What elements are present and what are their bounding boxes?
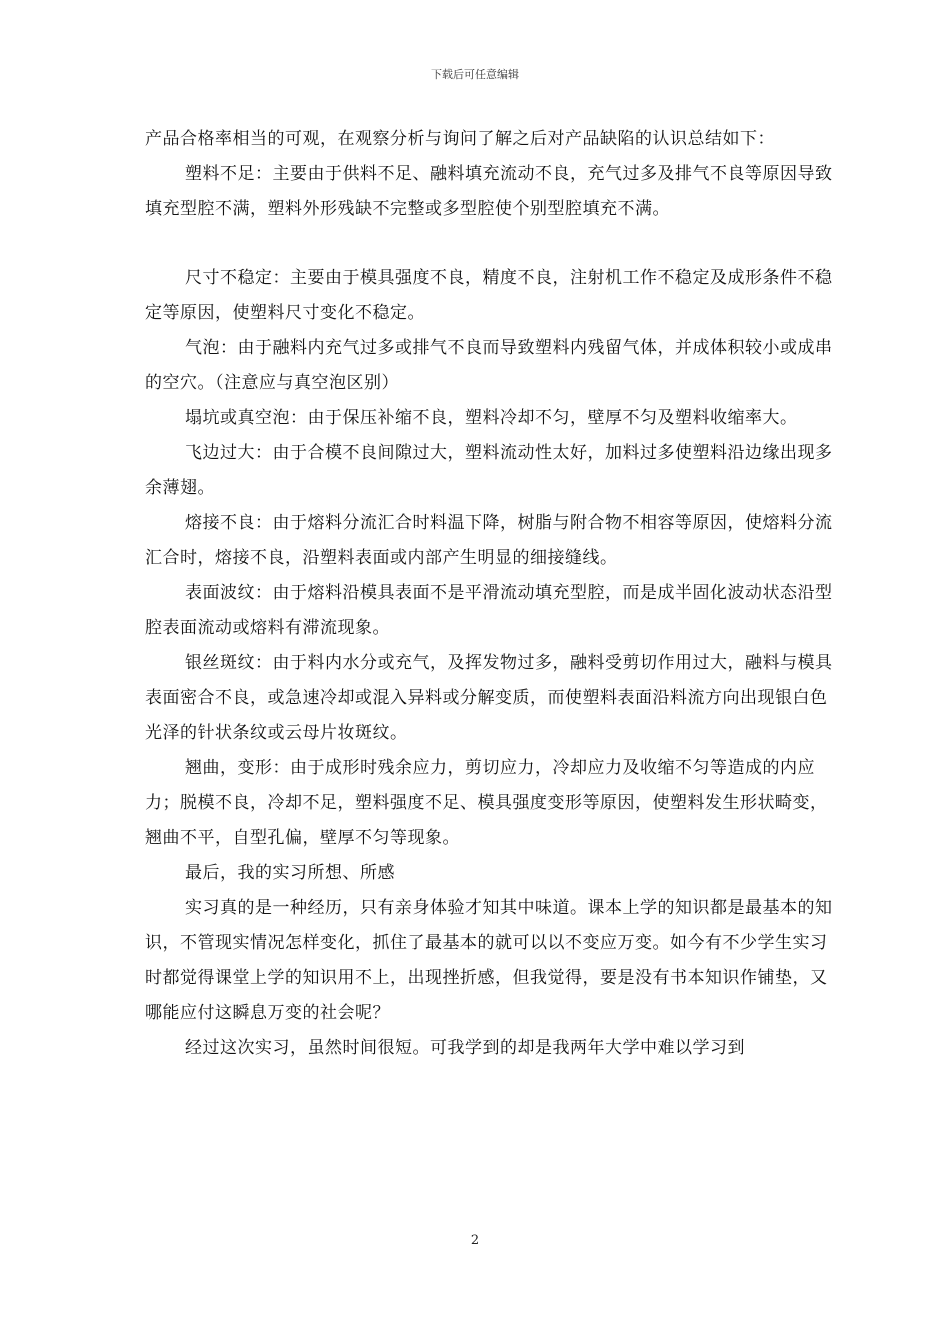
paragraph-size-instability: 尺寸不稳定：主要由于模具强度不良，精度不良，注射机工作不稳定及成形条件不稳定等原因，使塑料尺寸变化不稳定。 <box>145 268 833 323</box>
paragraph-warping: 翘曲，变形：由于成形时残余应力，剪切应力，冷却应力及收缩不匀等造成的内应力；脱模不良，冷却不足，塑料强度不足、模具强度变形等原因，使塑料发生形状畸变，翘曲不平，自型孔偏，壁厚不匀等现象。 <box>145 758 828 848</box>
paragraph-sink-marks: 塌坑或真空泡：由于保压补缩不良，塑料冷却不匀，壁厚不匀及塑料收缩率大。 <box>185 408 798 428</box>
page-number: 2 <box>470 1233 480 1248</box>
paragraph-plastic-shortage: 塑料不足：主要由于供料不足、融料填充流动不良，充气过多及排气不良等原因导致填充型腔不满，塑料外形残缺不完整或多型腔使个别型腔填充不满。 <box>145 164 833 219</box>
paragraph-conclusion: 经过这次实习，虽然时间很短。可我学到的却是我两年大学中难以学习到 <box>185 1038 745 1058</box>
page-header: 下载后可任意编辑 <box>431 68 519 81</box>
document-body <box>145 122 835 1066</box>
paragraph-reflection: 实习真的是一种经历，只有亲身体验才知其中味道。课本上学的知识都是最基本的知识，不管现实情况怎样变化，抓住了最基本的就可以以不变应万变。如今有不少学生实习时都觉得课堂上学的知识用不上，出现挫折感，但我觉得，要是没有书本知识作铺垫，又哪能应付这瞬息万变的社会呢？ <box>145 898 833 1023</box>
paragraph-final-heading: 最后，我的实习所想、所感 <box>185 863 395 883</box>
paragraph-bubbles: 气泡：由于融料内充气过多或排气不良而导致塑料内残留气体，并成体积较小或成串的空穴。（注意应与真空泡区别） <box>145 338 833 393</box>
blank-line <box>145 227 835 261</box>
paragraph-surface-ripples: 表面波纹：由于熔料沿模具表面不是平滑流动填充型腔，而是成半固化波动状态沿型腔表面流动或熔料有滞流现象。 <box>145 583 833 638</box>
paragraph-weld-lines: 熔接不良：由于熔料分流汇合时料温下降，树脂与附合物不相容等原因，使熔料分流汇合时，熔接不良，沿塑料表面或内部产生明显的细接缝线。 <box>145 513 833 568</box>
paragraph-flash: 飞边过大：由于合模不良间隙过大，塑料流动性太好，加料过多使塑料沿边缘出现多余薄翅。 <box>145 443 833 498</box>
paragraph-intro: 产品合格率相当的可观，在观察分析与询问了解之后对产品缺陷的认识总结如下： <box>145 129 775 149</box>
paragraph-silver-streaks: 银丝斑纹：由于料内水分或充气，及挥发物过多，融料受剪切作用过大，融料与模具表面密合不良，或急速冷却或混入异料或分解变质，而使塑料表面沿料流方向出现银白色光泽的针状条纹或云母片妆斑纹。 <box>145 653 833 743</box>
